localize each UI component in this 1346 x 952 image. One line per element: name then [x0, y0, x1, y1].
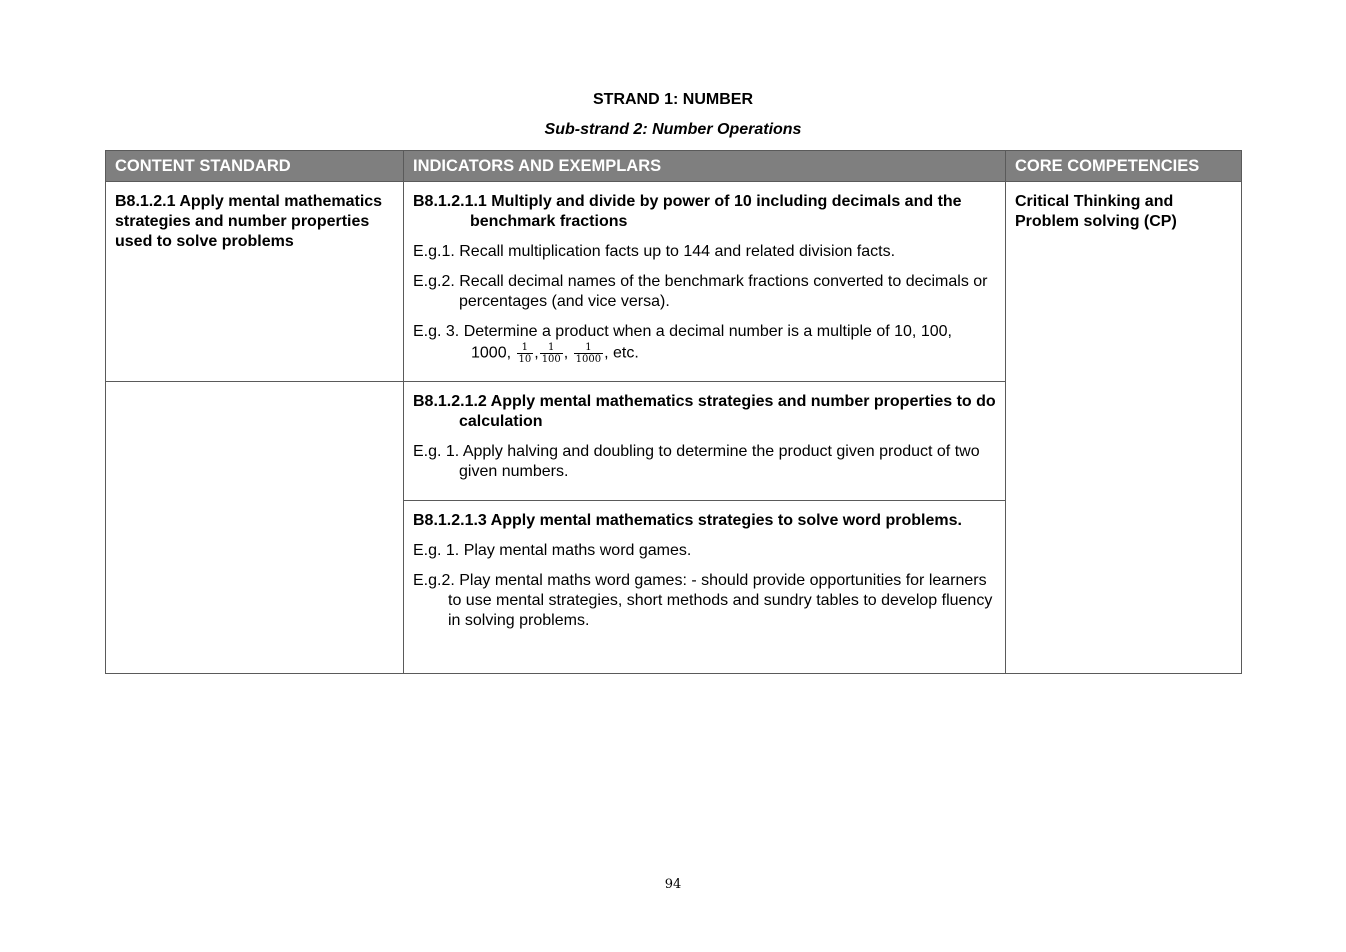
fraction-numerator: 1 — [517, 342, 534, 354]
content-standard-text: B8.1.2.1 Apply mental mathematics strategies and number properties used to solve problems — [115, 193, 383, 250]
column-header-core-competencies: CORE COMPETENCIES — [1006, 151, 1242, 182]
exemplar-tail: , etc. — [604, 344, 639, 362]
indicator-cell — [404, 501, 1006, 674]
column-header-content-standard: CONTENT STANDARD — [106, 151, 404, 182]
indicator-title: B8.1.2.1.2 Apply mental mathematics strategies and number properties to do calculation — [413, 393, 996, 430]
fraction-numerator: 1 — [574, 342, 603, 354]
core-competency-text: Critical Thinking and Problem solving (CP) — [1015, 193, 1177, 230]
exemplar-with-fractions: E.g. 3. Determine a product when a decimal number is a multiple of 10, 100, 1000, $\frac{1}{10}$ , $\frac{1}{100}$ , $\frac{1}{1000}$ , etc. — [413, 323, 952, 365]
curriculum-table — [105, 150, 1242, 674]
content-standard-cell-empty — [106, 382, 404, 674]
substrand-title: Sub-strand 2: Number Operations — [544, 121, 802, 138]
indicator-title: B8.1.2.1.1 Multiply and divide by power of 10 including decimals and the benchmark fractions — [413, 193, 962, 230]
fraction-denominator: 1000 — [575, 354, 602, 365]
fraction-one-hundredth — [540, 342, 563, 365]
fraction-one-thousandth — [574, 342, 603, 365]
page-number: 94 — [664, 877, 682, 892]
indicator-cell — [404, 182, 1006, 382]
fraction-denominator: 10 — [518, 354, 532, 365]
fraction-one-tenth — [517, 342, 534, 365]
exemplar-text: E.g.2. Recall decimal names of the benchmark fractions converted to decimals or percentages (and vice versa). — [413, 273, 988, 310]
exemplar-text: E.g. 1. Play mental maths word games. — [413, 542, 692, 559]
exemplar-text: E.g. 3. Determine a product when a decimal number is a multiple of 10, 100, 1000, — [413, 323, 952, 362]
indicator-title: B8.1.2.1.3 Apply mental mathematics strategies to solve word problems. — [413, 512, 962, 529]
content-standard-cell — [106, 182, 404, 382]
exemplar-text: E.g. 1. Apply halving and doubling to determine the product given product of two given numbers. — [413, 443, 980, 480]
fraction-numerator: 1 — [540, 342, 563, 354]
strand-title: STRAND 1: NUMBER — [593, 91, 753, 108]
table-row — [106, 182, 1242, 382]
table-header-row — [106, 151, 1242, 182]
indicator-cell — [404, 382, 1006, 501]
exemplar-text: E.g.1. Recall multiplication facts up to 144 and related division facts. — [413, 243, 896, 260]
column-header-indicators: INDICATORS AND EXEMPLARS — [404, 151, 1006, 182]
core-competency-cell — [1006, 182, 1242, 674]
fraction-denominator: 100 — [541, 354, 561, 365]
exemplar-text: E.g.2. Play mental maths word games: - should provide opportunities for learners to use mental strategies, short methods and sundry tables to develop fluency in solving problems. — [413, 572, 993, 629]
